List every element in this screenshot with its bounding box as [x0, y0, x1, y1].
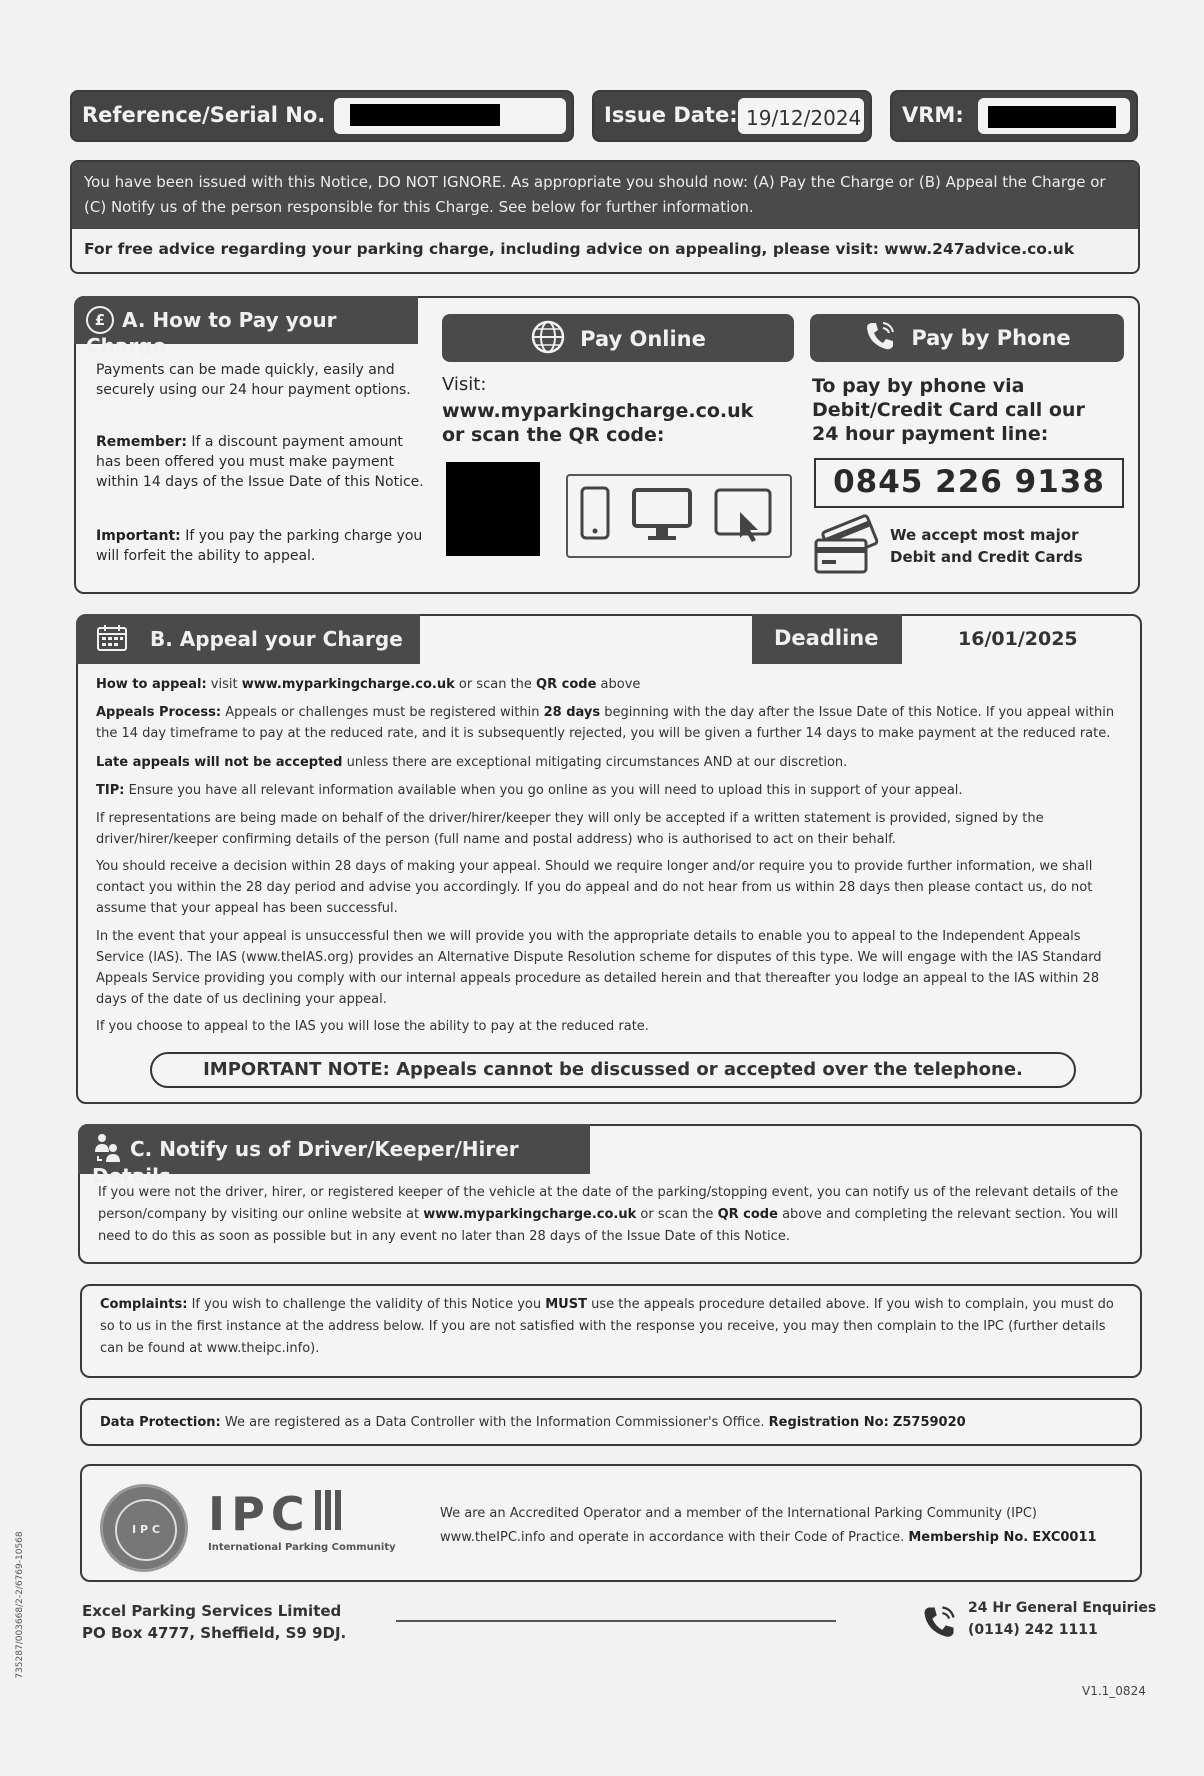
important-note: IMPORTANT NOTE: Appeals cannot be discussed or accepted over the telephone.	[150, 1052, 1076, 1088]
section-c-title: C. Notify us of Driver/Keeper/Hirer Details	[78, 1124, 590, 1174]
pay-important: Important: If you pay the parking charge you will forfeit the ability to appeal.	[96, 528, 423, 564]
phone-number-box[interactable]: 0845 226 9138	[814, 458, 1124, 508]
people-icon	[92, 1132, 122, 1164]
how-to-appeal: How to appeal: visit www.myparkingcharge.co.uk or scan the QR code above	[96, 677, 641, 692]
representations: If representations are being made on behalf of the driver/hirer/keeper they will only be accepted if a written statement is provided, signed by the driver/hirer/keeper confirming details of the person (full name and postal address) who is authorised to act on their behalf.	[96, 811, 1044, 847]
cards-text: We accept most major Debit and Credit Cards	[890, 526, 1083, 566]
complaints-text: Complaints: If you wish to challenge the validity of this Notice you MUST use the appeals procedure detailed above. If you wish to complain, you must do so to us in the first instance at the address below. If you are not satisfied with the response you receive, you may then complain to the IPC (further details can be found at www.theipc.info).	[100, 1297, 1114, 1356]
ipc-logo-letters: IPC	[208, 1490, 396, 1538]
enquiries-phone[interactable]: (0114) 242 1111	[968, 1622, 1098, 1638]
data-protection-text: Data Protection: We are registered as a Data Controller with the Information Commissioner's Office. Registration No: Z5759020	[100, 1415, 966, 1430]
issue-date-label: Issue Date:	[604, 103, 738, 127]
ipc-seal-inner: I P C	[115, 1499, 177, 1561]
vrm-label: VRM:	[902, 103, 964, 127]
late-appeals: Late appeals will not be accepted unless there are exceptional mitigating circumstances AND at our discretion.	[96, 755, 848, 770]
pound-icon: £	[86, 306, 114, 334]
ipc-logo	[208, 1487, 396, 1553]
vrm-redaction	[988, 106, 1116, 128]
qr-code-redaction	[446, 462, 540, 556]
version-code: V1.1_0824	[1082, 1684, 1146, 1698]
enquiries-label: 24 Hr General Enquiries	[968, 1600, 1157, 1616]
notify-text: If you were not the driver, hirer, or registered keeper of the vehicle at the date of the parking/stopping event, you can notify us of the relevant details of the person/company by visiting our online website at www.myparkingcharge.co.uk or scan the QR code above and completing the relevant section. You will need to do this as soon as possible but in any event no later than 28 days of the Issue Date of this Notice.	[98, 1185, 1119, 1244]
issue-date-value: 19/12/2024	[738, 98, 864, 134]
notice-text: You have been issued with this Notice, DO NOT IGNORE. As appropriate you should now: (A) Pay the Charge or (B) Appeal the Charge or (C) Notify us of the person responsible for this Charge. See below for further information.	[72, 162, 1138, 229]
deadline-value: 16/01/2025	[958, 628, 1078, 650]
reference-field	[70, 90, 574, 142]
deadline-label: Deadline	[752, 614, 902, 664]
pay-intro: Payments can be made quickly, easily and securely using our 24 hour payment options.	[96, 362, 411, 398]
company-address: PO Box 4777, Sheffield, S9 9DJ.	[82, 1624, 347, 1642]
ipc-seal	[100, 1484, 188, 1572]
ipc-logo-sub: International Parking Community	[208, 1542, 396, 1553]
pay-by-phone-button[interactable]: Pay by Phone	[810, 314, 1124, 362]
section-b-title: B. Appeal your Charge	[76, 614, 420, 664]
reference-value	[334, 98, 566, 134]
enquiries-phone-icon	[920, 1602, 958, 1642]
tip: TIP: Ensure you have all relevant information available when you go online as you will need to upload this in support of your appeal.	[96, 783, 963, 798]
appeals-process: Appeals Process: Appeals or challenges must be registered within 28 days beginning with the day after the Issue Date of this Notice. If you appeal within the 14 day timeframe to pay at the reduced rate, and it is subsequently rejected, you will be given a further 14 days to make payment at the reduced rate.	[96, 705, 1115, 741]
online-url[interactable]: www.myparkingcharge.co.uk	[442, 400, 754, 422]
phone-intro: To pay by phone via Debit/Credit Card call our 24 hour payment line:	[812, 375, 1085, 445]
ias-reduced-rate: If you choose to appeal to the IAS you will lose the ability to pay at the reduced rate.	[96, 1019, 649, 1034]
calendar-icon	[96, 624, 128, 652]
company-name: Excel Parking Services Limited	[82, 1602, 342, 1620]
vrm-value	[978, 98, 1130, 134]
vrm-field	[890, 90, 1138, 142]
credit-card-icon	[812, 514, 884, 576]
pay-online-button[interactable]: Pay Online	[442, 314, 794, 362]
side-reference-code: 735287/003668/2-2/6769-10568	[15, 1531, 25, 1679]
phone-icon	[863, 319, 897, 353]
globe-icon	[530, 319, 566, 355]
advice-text: For free advice regarding your parking charge, including advice on appealing, please visit: www.247advice.co.uk	[84, 240, 1075, 258]
online-qr-text: or scan the QR code:	[442, 424, 665, 446]
ias-appeal: In the event that your appeal is unsuccessful then we will provide you with the appropriate details to enable you to appeal to the Independent Appeals Service (IAS). The IAS (www.theIAS.org) provides an Alternative Dispute Resolution scheme for disputes of this type. We will engage with the IAS Standard Appeals Service providing you comply with our internal appeals procedure as detailed herein and that thereafter you lodge an appeal to the IAS within 28 days of the date of us declining your appeal.	[96, 929, 1102, 1007]
pay-remember: Remember: If a discount payment amount has been offered you must make payment within 14 days of the Issue Date of this Notice.	[96, 434, 424, 490]
reference-label: Reference/Serial No.	[82, 103, 326, 127]
notice-box	[70, 160, 1140, 274]
devices-graphic	[566, 474, 792, 558]
ipc-text: We are an Accredited Operator and a member of the International Parking Community (IPC) www.theIPC.info and operate in accordance with their Code of Practice. Membership No. EXC0011	[440, 1506, 1097, 1545]
issue-date-field	[592, 90, 872, 142]
devices-icon	[568, 476, 790, 556]
visit-label: Visit:	[442, 374, 487, 395]
decision-timing: You should receive a decision within 28 days of making your appeal. Should we require longer and/or require you to provide further information, we shall contact you within the 28 day period and advise you accordingly. If you do appeal and do not hear from us within 28 days then please contact us, do not assume that your appeal has been successful.	[96, 859, 1093, 916]
section-a-title: £ A. How to Pay your Charge	[74, 296, 418, 344]
reference-redaction	[350, 104, 500, 126]
signature-line	[396, 1620, 836, 1622]
